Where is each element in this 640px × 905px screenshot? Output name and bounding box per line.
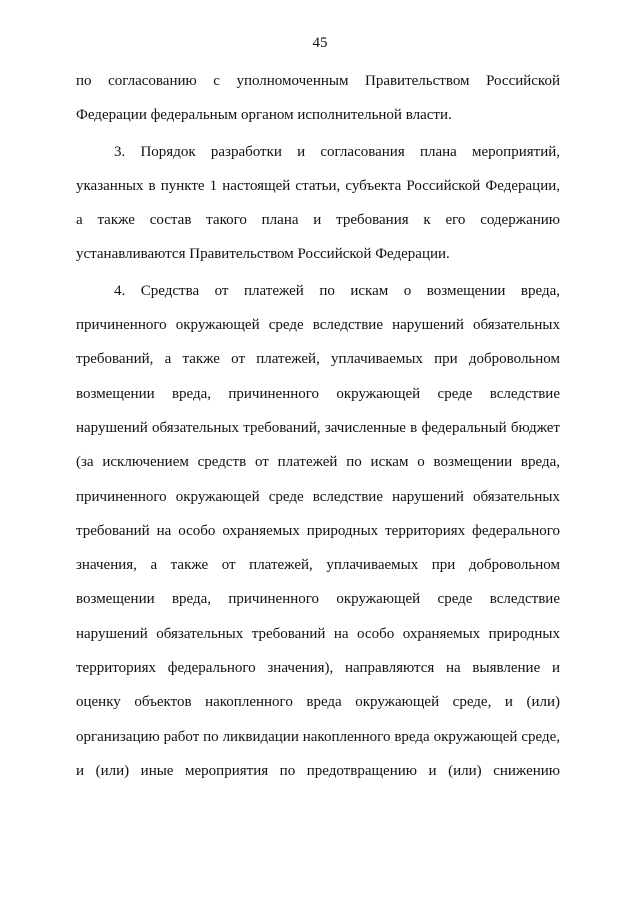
page-number: 45 (312, 35, 328, 51)
text-line: по согласованию с уполномоченным Правительством Российской (76, 73, 560, 89)
text-line: устанавливаются Правительством Российской Федерации. (76, 246, 450, 263)
text-line: причиненного окружающей среде вследствие нарушений обязательных (76, 317, 560, 334)
text-line: и (или) иные мероприятия по предотвращению и (или) снижению (76, 762, 560, 779)
text-line: а также состав такого плана и требования к его содержанию (76, 212, 560, 229)
text-line: причиненного окружающей среде вследствие нарушений обязательных (76, 488, 560, 505)
document-body (76, 71, 560, 795)
paragraph-3 (76, 142, 560, 279)
text-line: 4. Средства от платежей по искам о возмещении вреда, (114, 282, 560, 299)
text-line: (за исключением средств от платежей по искам о возмещении вреда, (76, 454, 560, 471)
text-line: организацию работ по ликвидации накопленного вреда окружающей среде, (76, 728, 560, 745)
text-line: 3. Порядок разработки и согласования плана мероприятий, (114, 143, 560, 160)
text-line: указанных в пункте 1 настоящей статьи, субъекта Российской Федерации, (76, 177, 560, 194)
text-line: территориях федерального значения), направляются на выявление и (76, 660, 560, 677)
text-line: Федерации федеральным органом исполнительной власти. (76, 107, 452, 124)
text-line: требований на особо охраняемых природных территориях федерального (76, 522, 560, 539)
paragraph-4 (76, 281, 560, 795)
text-line: оценку объектов накопленного вреда окружающей среде, и (или) (76, 694, 560, 711)
text-line: нарушений обязательных требований, зачисленные в федеральный бюджет (76, 419, 560, 436)
text-line: возмещении вреда, причиненного окружающей среде вследствие (76, 385, 560, 402)
text-line: требований, а также от платежей, уплачиваемых при добровольном (76, 351, 560, 368)
text-line: возмещении вреда, причиненного окружающей среде вследствие (76, 591, 560, 608)
text-line: значения, а также от платежей, уплачиваемых при добровольном (76, 557, 560, 574)
paragraph-continuation (76, 71, 560, 140)
text-line: нарушений обязательных требований на особо охраняемых природных (76, 625, 560, 642)
